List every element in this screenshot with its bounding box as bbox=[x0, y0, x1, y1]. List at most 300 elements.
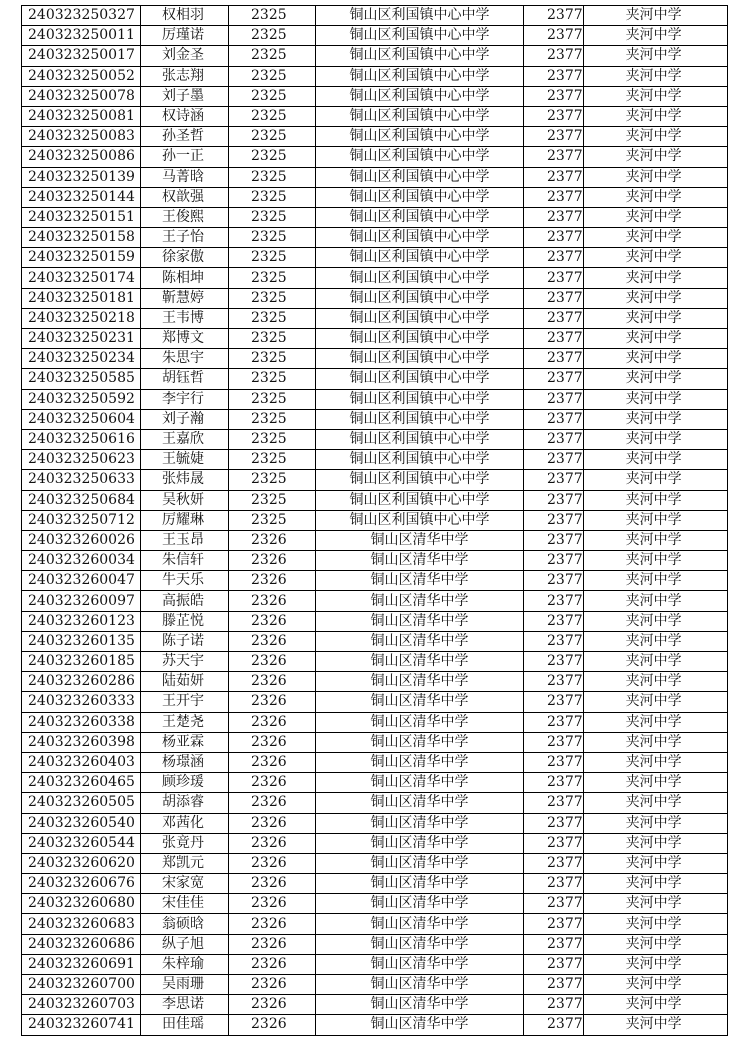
school-name-cell: 铜山区清华中学 bbox=[316, 975, 524, 995]
student-name-cell: 宋佳佳 bbox=[141, 894, 229, 914]
school-code-cell: 2326 bbox=[229, 954, 316, 974]
school-code-cell: 2326 bbox=[229, 712, 316, 732]
school-name-cell: 铜山区清华中学 bbox=[316, 874, 524, 894]
school-name-cell: 铜山区利国镇中心中学 bbox=[316, 510, 524, 530]
school-code-cell: 2326 bbox=[229, 894, 316, 914]
target-school-cell: 夹河中学 bbox=[583, 228, 727, 248]
school-name-cell: 铜山区清华中学 bbox=[316, 833, 524, 853]
target-code-cell: 2377 bbox=[524, 934, 584, 954]
student-name-cell: 厉瑾诺 bbox=[141, 26, 229, 46]
target-code-cell: 2377 bbox=[524, 409, 584, 429]
table-row bbox=[22, 752, 728, 772]
exam-id-cell: 240323250159 bbox=[22, 248, 141, 268]
school-name-cell: 铜山区清华中学 bbox=[316, 1015, 524, 1035]
table-row bbox=[22, 329, 728, 349]
table-row bbox=[22, 813, 728, 833]
school-name-cell: 铜山区利国镇中心中学 bbox=[316, 228, 524, 248]
exam-id-cell: 240323260703 bbox=[22, 995, 141, 1015]
target-school-cell: 夹河中学 bbox=[583, 611, 727, 631]
target-school-cell: 夹河中学 bbox=[583, 672, 727, 692]
student-name-cell: 张竟丹 bbox=[141, 833, 229, 853]
school-code-cell: 2326 bbox=[229, 571, 316, 591]
school-code-cell: 2326 bbox=[229, 652, 316, 672]
target-school-cell: 夹河中学 bbox=[583, 995, 727, 1015]
table-row bbox=[22, 1015, 728, 1035]
exam-id-cell: 240323260123 bbox=[22, 611, 141, 631]
school-code-cell: 2325 bbox=[229, 187, 316, 207]
exam-id-cell: 240323260338 bbox=[22, 712, 141, 732]
target-code-cell: 2377 bbox=[524, 652, 584, 672]
student-name-cell: 田佳瑶 bbox=[141, 1015, 229, 1035]
target-code-cell: 2377 bbox=[524, 106, 584, 126]
school-name-cell: 铜山区利国镇中心中学 bbox=[316, 329, 524, 349]
target-school-cell: 夹河中学 bbox=[583, 490, 727, 510]
target-school-cell: 夹河中学 bbox=[583, 349, 727, 369]
target-school-cell: 夹河中学 bbox=[583, 773, 727, 793]
target-code-cell: 2377 bbox=[524, 571, 584, 591]
school-name-cell: 铜山区利国镇中心中学 bbox=[316, 389, 524, 409]
target-code-cell: 2377 bbox=[524, 712, 584, 732]
student-name-cell: 高振皓 bbox=[141, 591, 229, 611]
target-school-cell: 夹河中学 bbox=[583, 793, 727, 813]
table-row bbox=[22, 833, 728, 853]
school-name-cell: 铜山区清华中学 bbox=[316, 530, 524, 550]
school-code-cell: 2325 bbox=[229, 207, 316, 227]
student-name-cell: 王开宇 bbox=[141, 692, 229, 712]
target-code-cell: 2377 bbox=[524, 611, 584, 631]
student-name-cell: 靳慧婷 bbox=[141, 288, 229, 308]
school-code-cell: 2325 bbox=[229, 248, 316, 268]
table-row bbox=[22, 571, 728, 591]
school-name-cell: 铜山区利国镇中心中学 bbox=[316, 106, 524, 126]
table-row bbox=[22, 773, 728, 793]
school-name-cell: 铜山区利国镇中心中学 bbox=[316, 86, 524, 106]
school-code-cell: 2325 bbox=[229, 510, 316, 530]
exam-id-cell: 240323250083 bbox=[22, 127, 141, 147]
school-code-cell: 2325 bbox=[229, 349, 316, 369]
table-row bbox=[22, 66, 728, 86]
school-name-cell: 铜山区利国镇中心中学 bbox=[316, 369, 524, 389]
table-row bbox=[22, 389, 728, 409]
exam-id-cell: 240323260700 bbox=[22, 975, 141, 995]
student-name-cell: 李思诺 bbox=[141, 995, 229, 1015]
target-code-cell: 2377 bbox=[524, 833, 584, 853]
student-name-cell: 牛天乐 bbox=[141, 571, 229, 591]
table-row bbox=[22, 692, 728, 712]
exam-id-cell: 240323260676 bbox=[22, 874, 141, 894]
table-row bbox=[22, 409, 728, 429]
school-name-cell: 铜山区清华中学 bbox=[316, 631, 524, 651]
school-code-cell: 2326 bbox=[229, 752, 316, 772]
school-code-cell: 2325 bbox=[229, 228, 316, 248]
exam-id-cell: 240323260403 bbox=[22, 752, 141, 772]
target-school-cell: 夹河中学 bbox=[583, 450, 727, 470]
student-name-cell: 邓茜化 bbox=[141, 813, 229, 833]
school-name-cell: 铜山区利国镇中心中学 bbox=[316, 268, 524, 288]
table-row bbox=[22, 551, 728, 571]
school-code-cell: 2326 bbox=[229, 591, 316, 611]
target-school-cell: 夹河中学 bbox=[583, 369, 727, 389]
target-school-cell: 夹河中学 bbox=[583, 308, 727, 328]
student-name-cell: 权歆强 bbox=[141, 187, 229, 207]
student-name-cell: 王楚尧 bbox=[141, 712, 229, 732]
target-school-cell: 夹河中学 bbox=[583, 207, 727, 227]
target-code-cell: 2377 bbox=[524, 207, 584, 227]
school-code-cell: 2326 bbox=[229, 995, 316, 1015]
school-code-cell: 2326 bbox=[229, 793, 316, 813]
student-name-cell: 胡钰哲 bbox=[141, 369, 229, 389]
exam-id-cell: 240323250151 bbox=[22, 207, 141, 227]
student-name-cell: 孙圣哲 bbox=[141, 127, 229, 147]
school-name-cell: 铜山区清华中学 bbox=[316, 813, 524, 833]
school-code-cell: 2325 bbox=[229, 167, 316, 187]
school-name-cell: 铜山区利国镇中心中学 bbox=[316, 409, 524, 429]
target-school-cell: 夹河中学 bbox=[583, 712, 727, 732]
school-name-cell: 铜山区清华中学 bbox=[316, 551, 524, 571]
student-name-cell: 杨璟涵 bbox=[141, 752, 229, 772]
school-name-cell: 铜山区清华中学 bbox=[316, 914, 524, 934]
exam-id-cell: 240323260465 bbox=[22, 773, 141, 793]
student-name-cell: 马菁晗 bbox=[141, 167, 229, 187]
student-name-cell: 陈子诺 bbox=[141, 631, 229, 651]
table-row bbox=[22, 470, 728, 490]
table-row bbox=[22, 874, 728, 894]
target-school-cell: 夹河中学 bbox=[583, 874, 727, 894]
target-code-cell: 2377 bbox=[524, 692, 584, 712]
school-name-cell: 铜山区清华中学 bbox=[316, 652, 524, 672]
school-name-cell: 铜山区利国镇中心中学 bbox=[316, 248, 524, 268]
school-code-cell: 2326 bbox=[229, 611, 316, 631]
school-code-cell: 2326 bbox=[229, 773, 316, 793]
exam-id-cell: 240323250017 bbox=[22, 46, 141, 66]
student-name-cell: 吴雨珊 bbox=[141, 975, 229, 995]
target-code-cell: 2377 bbox=[524, 268, 584, 288]
exam-id-cell: 240323250684 bbox=[22, 490, 141, 510]
school-name-cell: 铜山区清华中学 bbox=[316, 934, 524, 954]
target-school-cell: 夹河中学 bbox=[583, 551, 727, 571]
target-code-cell: 2377 bbox=[524, 490, 584, 510]
target-code-cell: 2377 bbox=[524, 429, 584, 449]
school-code-cell: 2326 bbox=[229, 874, 316, 894]
school-code-cell: 2326 bbox=[229, 672, 316, 692]
table-row bbox=[22, 672, 728, 692]
school-code-cell: 2325 bbox=[229, 288, 316, 308]
exam-id-cell: 240323260620 bbox=[22, 853, 141, 873]
school-name-cell: 铜山区利国镇中心中学 bbox=[316, 308, 524, 328]
school-name-cell: 铜山区清华中学 bbox=[316, 732, 524, 752]
exam-id-cell: 240323250604 bbox=[22, 409, 141, 429]
target-code-cell: 2377 bbox=[524, 530, 584, 550]
school-code-cell: 2325 bbox=[229, 268, 316, 288]
exam-id-cell: 240323250052 bbox=[22, 66, 141, 86]
exam-id-cell: 240323250144 bbox=[22, 187, 141, 207]
table-row bbox=[22, 167, 728, 187]
exam-id-cell: 240323250616 bbox=[22, 429, 141, 449]
target-code-cell: 2377 bbox=[524, 954, 584, 974]
student-name-cell: 厉耀琳 bbox=[141, 510, 229, 530]
student-name-cell: 顾珍瑗 bbox=[141, 773, 229, 793]
target-code-cell: 2377 bbox=[524, 450, 584, 470]
target-code-cell: 2377 bbox=[524, 510, 584, 530]
target-code-cell: 2377 bbox=[524, 591, 584, 611]
student-name-cell: 苏天宇 bbox=[141, 652, 229, 672]
student-name-cell: 刘子墨 bbox=[141, 86, 229, 106]
school-name-cell: 铜山区清华中学 bbox=[316, 712, 524, 732]
exam-id-cell: 240323250158 bbox=[22, 228, 141, 248]
table-row bbox=[22, 308, 728, 328]
exam-id-cell: 240323250585 bbox=[22, 369, 141, 389]
school-code-cell: 2326 bbox=[229, 853, 316, 873]
student-name-cell: 杨亚霖 bbox=[141, 732, 229, 752]
school-code-cell: 2326 bbox=[229, 975, 316, 995]
target-school-cell: 夹河中学 bbox=[583, 591, 727, 611]
school-name-cell: 铜山区清华中学 bbox=[316, 894, 524, 914]
table-row bbox=[22, 106, 728, 126]
school-code-cell: 2326 bbox=[229, 732, 316, 752]
table-row bbox=[22, 349, 728, 369]
target-code-cell: 2377 bbox=[524, 732, 584, 752]
school-name-cell: 铜山区利国镇中心中学 bbox=[316, 349, 524, 369]
student-name-cell: 吴秋妍 bbox=[141, 490, 229, 510]
target-code-cell: 2377 bbox=[524, 329, 584, 349]
table-row bbox=[22, 369, 728, 389]
target-code-cell: 2377 bbox=[524, 1015, 584, 1035]
exam-id-cell: 240323250327 bbox=[22, 6, 141, 26]
target-school-cell: 夹河中学 bbox=[583, 389, 727, 409]
target-code-cell: 2377 bbox=[524, 813, 584, 833]
table-row bbox=[22, 995, 728, 1015]
target-code-cell: 2377 bbox=[524, 167, 584, 187]
target-code-cell: 2377 bbox=[524, 995, 584, 1015]
school-code-cell: 2325 bbox=[229, 6, 316, 26]
exam-id-cell: 240323260398 bbox=[22, 732, 141, 752]
student-name-cell: 张志翔 bbox=[141, 66, 229, 86]
exam-id-cell: 240323250231 bbox=[22, 329, 141, 349]
target-school-cell: 夹河中学 bbox=[583, 470, 727, 490]
school-code-cell: 2325 bbox=[229, 490, 316, 510]
target-school-cell: 夹河中学 bbox=[583, 853, 727, 873]
target-code-cell: 2377 bbox=[524, 773, 584, 793]
table-row bbox=[22, 86, 728, 106]
student-name-cell: 李宇行 bbox=[141, 389, 229, 409]
student-name-cell: 张炜晟 bbox=[141, 470, 229, 490]
school-name-cell: 铜山区利国镇中心中学 bbox=[316, 26, 524, 46]
exam-id-cell: 240323260683 bbox=[22, 914, 141, 934]
target-school-cell: 夹河中学 bbox=[583, 288, 727, 308]
table-row bbox=[22, 228, 728, 248]
student-name-cell: 王玉昂 bbox=[141, 530, 229, 550]
target-code-cell: 2377 bbox=[524, 369, 584, 389]
target-school-cell: 夹河中学 bbox=[583, 127, 727, 147]
exam-id-cell: 240323250139 bbox=[22, 167, 141, 187]
student-name-cell: 胡添睿 bbox=[141, 793, 229, 813]
school-name-cell: 铜山区利国镇中心中学 bbox=[316, 450, 524, 470]
student-name-cell: 郑凯元 bbox=[141, 853, 229, 873]
exam-id-cell: 240323260540 bbox=[22, 813, 141, 833]
school-code-cell: 2326 bbox=[229, 551, 316, 571]
table-row bbox=[22, 127, 728, 147]
school-name-cell: 铜山区利国镇中心中学 bbox=[316, 66, 524, 86]
exam-id-cell: 240323260047 bbox=[22, 571, 141, 591]
table-row bbox=[22, 6, 728, 26]
target-school-cell: 夹河中学 bbox=[583, 1015, 727, 1035]
table-row bbox=[22, 268, 728, 288]
table-row bbox=[22, 26, 728, 46]
student-name-cell: 孙一正 bbox=[141, 147, 229, 167]
exam-id-cell: 240323250234 bbox=[22, 349, 141, 369]
student-name-cell: 王毓婕 bbox=[141, 450, 229, 470]
school-name-cell: 铜山区清华中学 bbox=[316, 773, 524, 793]
exam-id-cell: 240323250081 bbox=[22, 106, 141, 126]
table-row bbox=[22, 712, 728, 732]
exam-id-cell: 240323260680 bbox=[22, 894, 141, 914]
exam-id-cell: 240323260034 bbox=[22, 551, 141, 571]
school-code-cell: 2325 bbox=[229, 409, 316, 429]
target-code-cell: 2377 bbox=[524, 147, 584, 167]
table-row bbox=[22, 853, 728, 873]
table-row bbox=[22, 934, 728, 954]
school-name-cell: 铜山区清华中学 bbox=[316, 752, 524, 772]
exam-id-cell: 240323260097 bbox=[22, 591, 141, 611]
target-school-cell: 夹河中学 bbox=[583, 268, 727, 288]
table-row bbox=[22, 248, 728, 268]
school-name-cell: 铜山区利国镇中心中学 bbox=[316, 429, 524, 449]
target-school-cell: 夹河中学 bbox=[583, 167, 727, 187]
exam-id-cell: 240323250633 bbox=[22, 470, 141, 490]
school-name-cell: 铜山区清华中学 bbox=[316, 672, 524, 692]
exam-id-cell: 240323260026 bbox=[22, 530, 141, 550]
exam-id-cell: 240323250078 bbox=[22, 86, 141, 106]
target-code-cell: 2377 bbox=[524, 187, 584, 207]
target-code-cell: 2377 bbox=[524, 551, 584, 571]
school-code-cell: 2325 bbox=[229, 86, 316, 106]
table-row bbox=[22, 187, 728, 207]
target-code-cell: 2377 bbox=[524, 228, 584, 248]
school-name-cell: 铜山区利国镇中心中学 bbox=[316, 470, 524, 490]
student-name-cell: 宋家宽 bbox=[141, 874, 229, 894]
school-code-cell: 2325 bbox=[229, 450, 316, 470]
target-school-cell: 夹河中学 bbox=[583, 187, 727, 207]
table-row bbox=[22, 288, 728, 308]
exam-id-cell: 240323260135 bbox=[22, 631, 141, 651]
table-row bbox=[22, 894, 728, 914]
exam-id-cell: 240323260505 bbox=[22, 793, 141, 813]
table-row bbox=[22, 429, 728, 449]
school-name-cell: 铜山区利国镇中心中学 bbox=[316, 167, 524, 187]
target-code-cell: 2377 bbox=[524, 853, 584, 873]
student-name-cell: 陈相坤 bbox=[141, 268, 229, 288]
target-school-cell: 夹河中学 bbox=[583, 954, 727, 974]
target-school-cell: 夹河中学 bbox=[583, 833, 727, 853]
student-name-cell: 朱思宇 bbox=[141, 349, 229, 369]
target-code-cell: 2377 bbox=[524, 127, 584, 147]
table-row bbox=[22, 975, 728, 995]
school-name-cell: 铜山区清华中学 bbox=[316, 571, 524, 591]
exam-id-cell: 240323260286 bbox=[22, 672, 141, 692]
exam-id-cell: 240323250592 bbox=[22, 389, 141, 409]
school-code-cell: 2326 bbox=[229, 530, 316, 550]
school-name-cell: 铜山区清华中学 bbox=[316, 611, 524, 631]
school-code-cell: 2326 bbox=[229, 1015, 316, 1035]
school-code-cell: 2326 bbox=[229, 631, 316, 651]
exam-id-cell: 240323260691 bbox=[22, 954, 141, 974]
target-school-cell: 夹河中学 bbox=[583, 894, 727, 914]
target-school-cell: 夹河中学 bbox=[583, 26, 727, 46]
exam-id-cell: 240323250174 bbox=[22, 268, 141, 288]
target-school-cell: 夹河中学 bbox=[583, 248, 727, 268]
target-school-cell: 夹河中学 bbox=[583, 975, 727, 995]
target-code-cell: 2377 bbox=[524, 975, 584, 995]
school-code-cell: 2326 bbox=[229, 833, 316, 853]
target-code-cell: 2377 bbox=[524, 288, 584, 308]
target-school-cell: 夹河中学 bbox=[583, 631, 727, 651]
school-code-cell: 2325 bbox=[229, 46, 316, 66]
table-row bbox=[22, 207, 728, 227]
exam-id-cell: 240323250623 bbox=[22, 450, 141, 470]
target-code-cell: 2377 bbox=[524, 470, 584, 490]
exam-id-cell: 240323260185 bbox=[22, 652, 141, 672]
school-name-cell: 铜山区清华中学 bbox=[316, 793, 524, 813]
school-name-cell: 铜山区利国镇中心中学 bbox=[316, 490, 524, 510]
target-school-cell: 夹河中学 bbox=[583, 732, 727, 752]
target-code-cell: 2377 bbox=[524, 389, 584, 409]
target-school-cell: 夹河中学 bbox=[583, 106, 727, 126]
school-name-cell: 铜山区利国镇中心中学 bbox=[316, 46, 524, 66]
target-code-cell: 2377 bbox=[524, 26, 584, 46]
school-code-cell: 2325 bbox=[229, 429, 316, 449]
school-name-cell: 铜山区清华中学 bbox=[316, 995, 524, 1015]
target-code-cell: 2377 bbox=[524, 349, 584, 369]
exam-id-cell: 240323250181 bbox=[22, 288, 141, 308]
student-name-cell: 权相羽 bbox=[141, 6, 229, 26]
exam-id-cell: 240323250218 bbox=[22, 308, 141, 328]
student-name-cell: 权诗涵 bbox=[141, 106, 229, 126]
school-name-cell: 铜山区利国镇中心中学 bbox=[316, 127, 524, 147]
school-name-cell: 铜山区清华中学 bbox=[316, 954, 524, 974]
target-code-cell: 2377 bbox=[524, 6, 584, 26]
student-name-cell: 刘子瀚 bbox=[141, 409, 229, 429]
target-code-cell: 2377 bbox=[524, 752, 584, 772]
student-name-cell: 陆茹妍 bbox=[141, 672, 229, 692]
student-name-cell: 王嘉欣 bbox=[141, 429, 229, 449]
table-row bbox=[22, 490, 728, 510]
target-school-cell: 夹河中学 bbox=[583, 914, 727, 934]
school-code-cell: 2326 bbox=[229, 914, 316, 934]
exam-id-cell: 240323260741 bbox=[22, 1015, 141, 1035]
table-row bbox=[22, 793, 728, 813]
student-name-cell: 王子怡 bbox=[141, 228, 229, 248]
student-name-cell: 刘金圣 bbox=[141, 46, 229, 66]
school-code-cell: 2326 bbox=[229, 813, 316, 833]
table-row bbox=[22, 591, 728, 611]
target-school-cell: 夹河中学 bbox=[583, 329, 727, 349]
target-school-cell: 夹河中学 bbox=[583, 147, 727, 167]
target-school-cell: 夹河中学 bbox=[583, 652, 727, 672]
school-code-cell: 2325 bbox=[229, 329, 316, 349]
target-school-cell: 夹河中学 bbox=[583, 46, 727, 66]
exam-id-cell: 240323250712 bbox=[22, 510, 141, 530]
target-code-cell: 2377 bbox=[524, 248, 584, 268]
target-code-cell: 2377 bbox=[524, 793, 584, 813]
table-body bbox=[22, 6, 728, 1036]
target-code-cell: 2377 bbox=[524, 874, 584, 894]
table-row bbox=[22, 611, 728, 631]
table-row bbox=[22, 732, 728, 752]
school-name-cell: 铜山区利国镇中心中学 bbox=[316, 147, 524, 167]
student-name-cell: 郑博文 bbox=[141, 329, 229, 349]
target-school-cell: 夹河中学 bbox=[583, 934, 727, 954]
school-code-cell: 2326 bbox=[229, 934, 316, 954]
